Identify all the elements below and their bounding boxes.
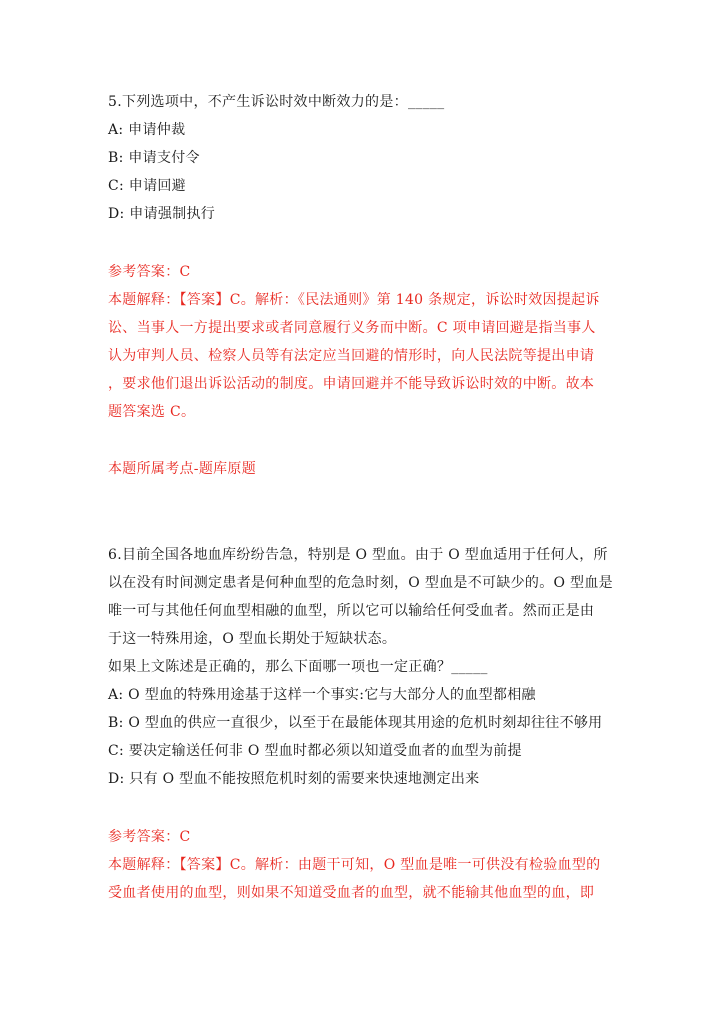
answer-blank: _____ — [451, 659, 488, 675]
question-6-stem-line-3: 唯一可与其他任何血型相融的血型，所以它可以输给任何受血者。然而正是由 — [108, 603, 595, 619]
question-5-option-d: D: 申请强制执行 — [108, 206, 216, 222]
question-6-explanation-line-1: 本题解释：【答案】C。解析：由题干可知，O 型血是唯一可供没有检验血型的 — [108, 857, 601, 873]
question-5-explanation-line-5: 题答案选 C。 — [108, 404, 196, 420]
question-6-stem-line-2: 以在没有时间测定患者是何种血型的危急时刻，O 型血是不可缺少的。O 型血是 — [108, 575, 613, 591]
question-5-stem — [108, 92, 444, 112]
question-5-option-a: A: 申请仲裁 — [108, 122, 186, 138]
question-5-topic: 本题所属考点-题库原题 — [108, 461, 257, 477]
question-6-option-a: A: O 型血的特殊用途基于这样一个事实:它与大部分人的血型都相融 — [108, 687, 536, 703]
question-5-explanation-line-3: 认为审判人员、检察人员等有法定应当回避的情形时，向人民法院等提出申请 — [108, 348, 595, 364]
question-6-explanation-line-2: 受血者使用的血型，则如果不知道受血者的血型，就不能输其他血型的血，即 — [108, 885, 595, 901]
question-5-stem-text: 5.下列选项中，不产生诉讼时效中断效力的是： — [108, 94, 408, 110]
question-5-explanation-line-4: ，要求他们退出诉讼活动的制度。申请回避并不能导致诉讼时效的中断。故本 — [108, 376, 595, 392]
question-5-explanation-line-2: 讼、当事人一方提出要求或者同意履行义务而中断。C 项申请回避是指当事人 — [108, 320, 596, 336]
question-6-stem-line-1: 6.目前全国各地血库纷纷告急，特别是 O 型血。由于 O 型血适用于任何人，所 — [108, 547, 608, 563]
question-5-option-b: B: 申请支付令 — [108, 150, 200, 166]
question-6-question — [108, 657, 488, 677]
question-5-explanation-line-1: 本题解释：【答案】C。解析：《民法通则》第 140 条规定，诉讼时效因提起诉 — [108, 292, 600, 308]
question-6-option-b: B: O 型血的供应一直很少，以至于在最能体现其用途的危机时刻却往往不够用 — [108, 715, 603, 731]
question-6-answer: 参考答案：C — [108, 829, 191, 845]
question-5-option-c: C: 申请回避 — [108, 178, 186, 194]
question-6-option-d: D: 只有 O 型血不能按照危机时刻的需要来快速地测定出来 — [108, 771, 480, 787]
question-6-stem-line-4: 于这一特殊用途，O 型血长期处于短缺状态。 — [108, 631, 397, 647]
question-6-option-c: C: 要决定输送任何非 O 型血时都必须以知道受血者的血型为前提 — [108, 743, 522, 759]
question-6-question-text: 如果上文陈述是正确的，那么下面哪一项也一定正确？ — [108, 659, 452, 675]
answer-blank: _____ — [407, 94, 445, 110]
question-5-answer: 参考答案：C — [108, 264, 191, 280]
